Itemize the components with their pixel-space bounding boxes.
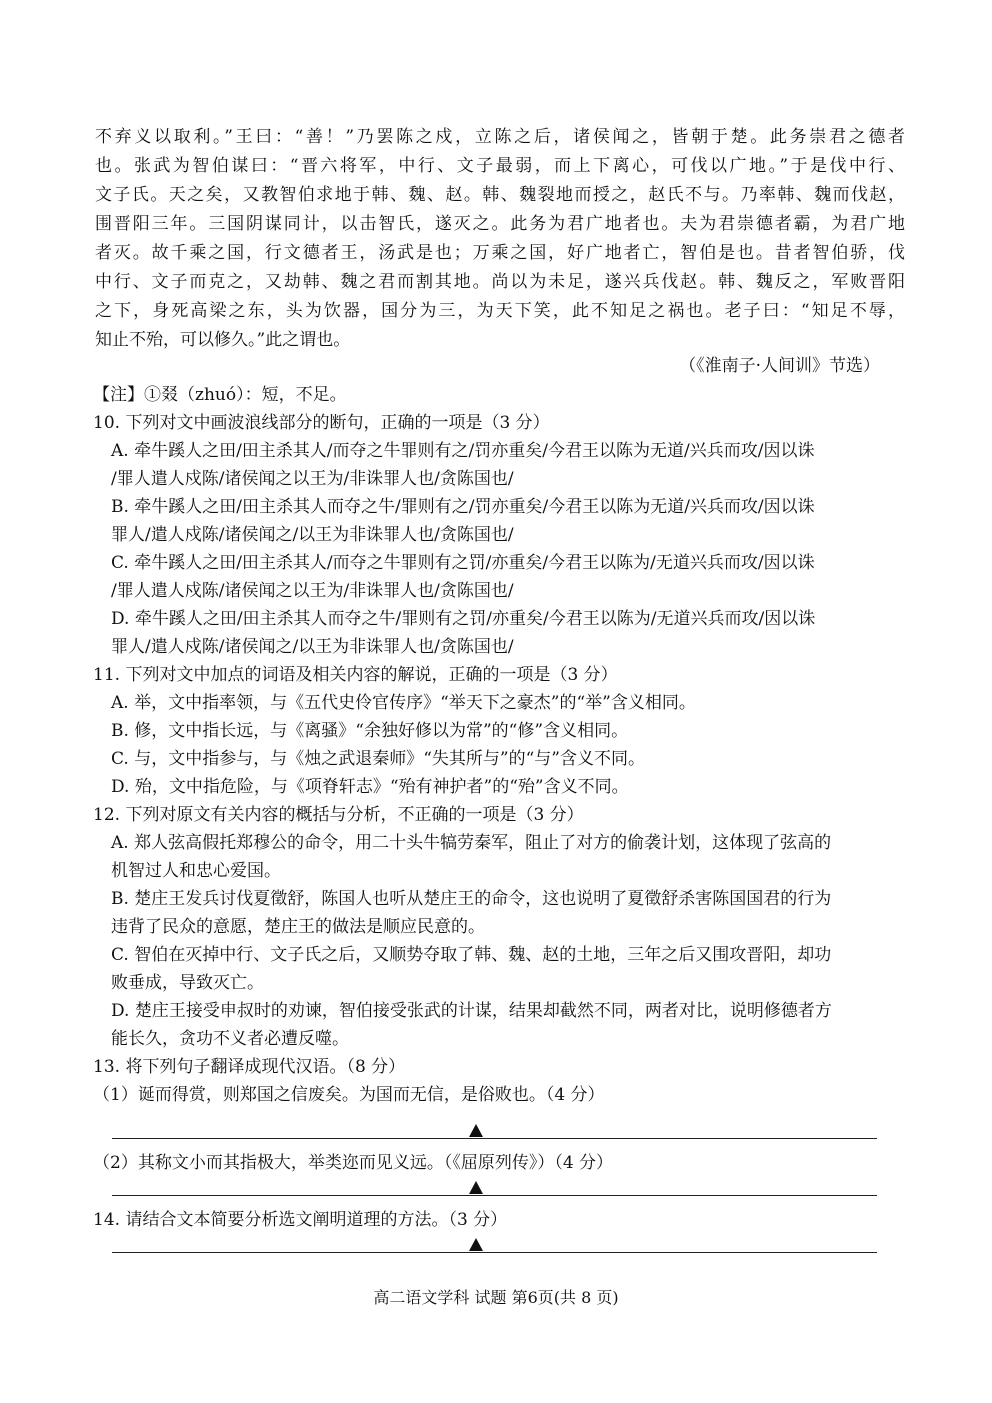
q12-option-a: A. 郑人弦高假托郑穆公的命令，用二十头牛犒劳秦军，阻止了对方的偷袭计划，这体现了弦高的 xyxy=(111,833,832,853)
q10-option-c-cont: /罪人遣人戍陈/诸侯闻之以王为/非诛罪人也/贪陈国也/ xyxy=(111,581,514,601)
q13-2-answer-line[interactable] xyxy=(112,1195,877,1196)
q11-option-a: A. 举，文中指率领，与《五代史伶官传序》“举天下之豪杰”的“举”含义相同。 xyxy=(111,693,696,713)
passage-line: 也。张武为智伯谋曰：“晋六将军，中行、文子最弱，而上下离心，可伐以广地。”于是伐中行、 xyxy=(95,156,905,176)
q10-option-b: B. 牵牛蹊人之田/田主杀其人而夺之牛/罪则有之/罚亦重矣/今君王以陈为无道/兴兵而攻/因以诛 xyxy=(111,497,815,517)
passage-line: 文子氏。天之矣，又教智伯求地于韩、魏、赵。韩、魏裂地而授之，赵氏不与。乃率韩、魏而伐赵， xyxy=(95,185,905,205)
q10-option-d: D. 牵牛蹊人之田/田主杀其人而夺之牛/罪则有之罚/亦重矣/今君王以陈为/无道兴兵而攻/因以诛 xyxy=(111,609,816,629)
q10-option-a-cont: /罪人遣人戍陈/诸侯闻之以王为/非诛罪人也/贪陈国也/ xyxy=(111,469,514,489)
page-footer: 高二语文学科 试题 第6页(共 8 页) xyxy=(373,1288,619,1307)
q12-option-d: D. 楚庄王接受申叔时的劝谏，智伯接受张武的计谋，结果却截然不同，两者对比，说明修德者方 xyxy=(111,1001,832,1021)
q14-stem: 14. 请结合文本简要分析选文阐明道理的方法。（3 分） xyxy=(93,1210,508,1230)
passage-line: 之下，身死高梁之东，头为饮器，国分为三，为天下笑，此不知足之祸也。老子曰：“知足不辱， xyxy=(95,301,905,321)
q13-1-answer-line[interactable] xyxy=(112,1138,877,1139)
q10-option-c: C. 牵牛蹊人之田/田主杀其人/而夺之牛罪则有之罚/亦重矣/今君王以陈为/无道兴兵而攻/因以诛 xyxy=(111,553,815,573)
answer-marker-icon xyxy=(469,1238,483,1251)
passage-line: 围晋阳三年。三国阴谋同计，以击智氏，遂灭之。此务为君广地者也。夫为君崇德者霸，为君广地 xyxy=(95,214,905,234)
q10-option-a: A. 牵牛蹊人之田/田主杀其人/而夺之牛罪则有之/罚亦重矣/今君王以陈为无道/兴兵而攻/因以诛 xyxy=(111,441,815,461)
q13-sentence-2: （2）其称文小而其指极大，举类迩而见义远。（《屈原列传》）（4 分） xyxy=(93,1153,614,1173)
q13-part2 xyxy=(93,1149,903,1177)
q12-stem: 12. 下列对原文有关内容的概括与分析，不正确的一项是（3 分） xyxy=(93,805,584,825)
q10-option-d-cont: 罪人/遣人戍陈/诸侯闻之/以王为非诛罪人也/贪陈国也/ xyxy=(111,637,514,657)
answer-marker-icon xyxy=(469,1181,483,1194)
q13-stem: 13. 将下列句子翻译成现代汉语。（8 分） xyxy=(93,1057,406,1077)
q14-answer-line[interactable] xyxy=(112,1252,877,1253)
q12-option-b: B. 楚庄王发兵讨伐夏徵舒，陈国人也听从楚庄王的命令，这也说明了夏徵舒杀害陈国国君的行为 xyxy=(111,889,832,909)
question-section xyxy=(93,381,903,1109)
q12-option-d-cont: 能长久，贪功不义者必遭反噬。 xyxy=(111,1029,349,1049)
passage xyxy=(95,123,905,355)
q11-option-c: C. 与，文中指参与，与《烛之武退秦师》“失其所与”的“与”含义不同。 xyxy=(111,749,645,769)
q13-sentence-1: （1）诞而得赏，则郑国之信废矣。为国而无信，是俗败也。（4 分） xyxy=(93,1085,605,1105)
passage-line: 者灭。故千乘之国，行文德者王，汤武是也；万乘之国，好广地者亡，智伯是也。昔者智伯骄，伐 xyxy=(95,243,905,263)
q11-option-d: D. 殆，文中指危险，与《项脊轩志》“殆有神护者”的“殆”含义不同。 xyxy=(111,777,629,797)
passage-line: 知止不殆，可以修久。”此之谓也。 xyxy=(95,330,351,350)
q12-option-a-cont: 机智过人和忠心爱国。 xyxy=(111,861,281,881)
note: 【注】①叕（zhuó）：短，不足。 xyxy=(93,385,347,405)
passage-line: 不弃义以取利。”王曰：“善！”乃罢陈之戍，立陈之后，诸侯闻之，皆朝于楚。此务崇君之德者 xyxy=(95,127,905,147)
q10-option-b-cont: 罪人/遣人戍陈/诸侯闻之/以王为非诛罪人也/贪陈国也/ xyxy=(111,525,514,545)
passage-line: 中行、文子而克之，又劫韩、魏之君而割其地。尚以为未足，遂兴兵伐赵。韩、魏反之，军败晋阳 xyxy=(95,272,905,292)
q11-option-b: B. 修，文中指长远，与《离骚》“余独好修以为常”的“修”含义相同。 xyxy=(111,721,629,741)
q12-option-c: C. 智伯在灭掉中行、文子氏之后，又顺势夺取了韩、魏、赵的土地，三年之后又围攻晋阳，却功 xyxy=(111,945,832,965)
answer-marker-icon xyxy=(469,1124,483,1137)
q14 xyxy=(93,1206,903,1234)
q10-stem: 10. 下列对文中画波浪线部分的断句，正确的一项是（3 分） xyxy=(93,413,550,433)
q12-option-b-cont: 违背了民众的意愿，楚庄王的做法是顺应民意的。 xyxy=(111,917,485,937)
q12-option-c-cont: 败垂成，导致灭亡。 xyxy=(111,973,264,993)
q11-stem: 11. 下列对文中加点的词语及相关内容的解说，正确的一项是（3 分） xyxy=(93,665,618,685)
passage-source: （《淮南子·人间训》节选） xyxy=(679,356,880,376)
